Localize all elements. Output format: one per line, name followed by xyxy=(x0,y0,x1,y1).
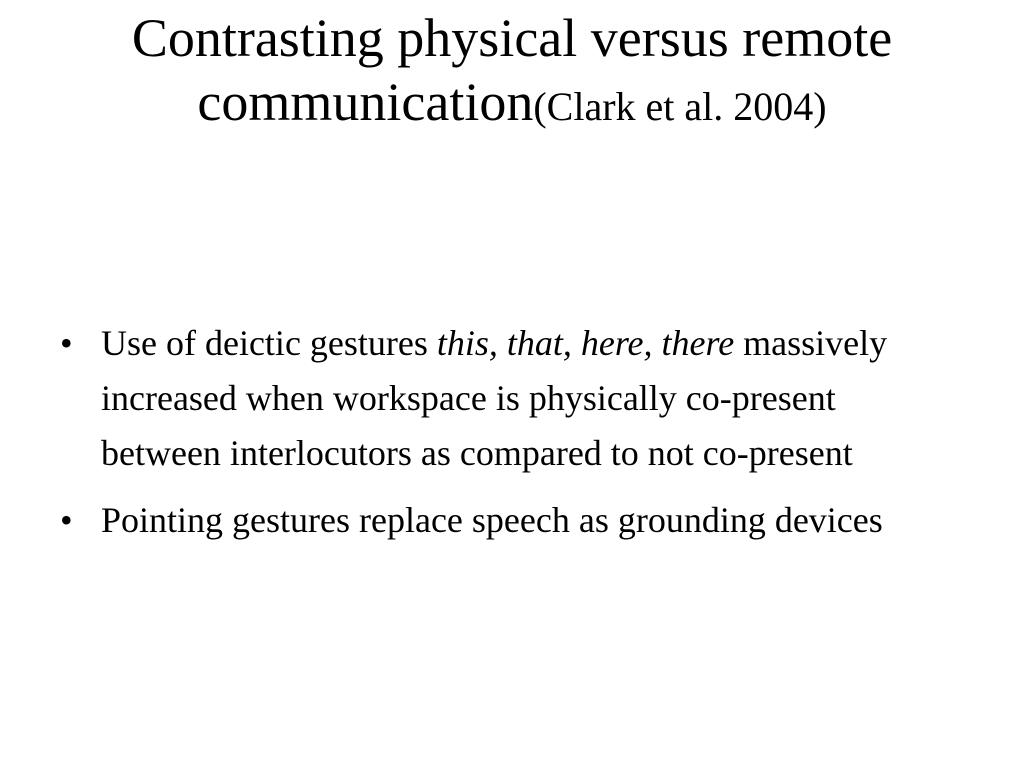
slide-title-main: Contrasting physical versus remote communication xyxy=(131,8,893,132)
bullet-item-pointing-gestures xyxy=(58,493,938,548)
bullet-icon: • xyxy=(60,500,73,540)
bullet-list xyxy=(58,316,938,560)
slide-title-citation: (Clark et al. 2004) xyxy=(533,84,827,129)
bullet-item-deictic-gestures xyxy=(58,316,938,481)
bullet-text: Pointing gestures replace speech as grounding devices xyxy=(101,500,883,540)
bullet-text-start: Use of deictic gestures xyxy=(101,323,437,363)
bullet-text-emphasis: this, that, here, there xyxy=(436,323,735,363)
bullet-icon: • xyxy=(60,323,73,363)
bullet-text-end: massively increased when workspace is physically co-present between interlocutors as compared to not co-present xyxy=(101,323,888,473)
slide-title xyxy=(60,6,964,139)
